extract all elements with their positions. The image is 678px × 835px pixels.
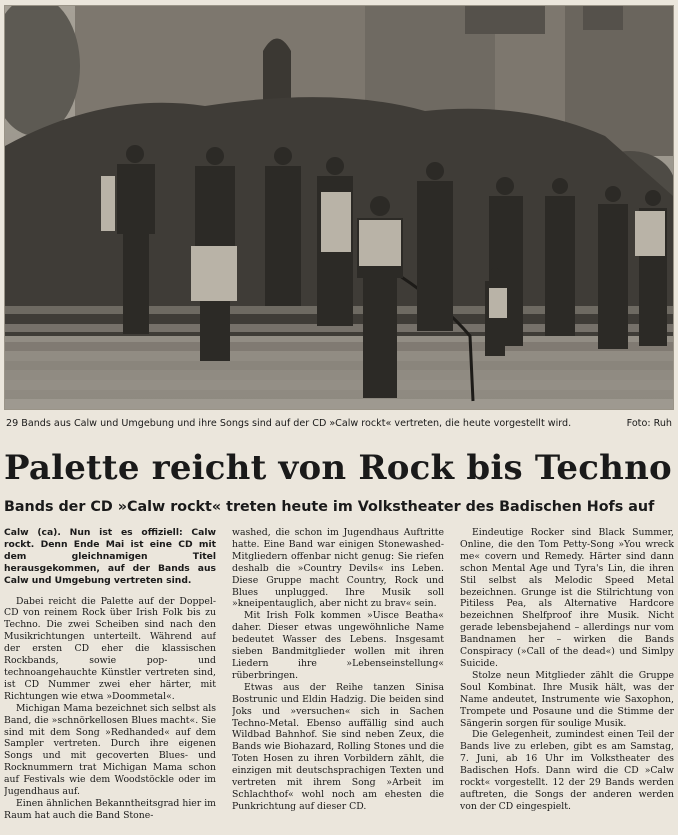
article-column-1 [4,527,216,832]
group-photo [4,5,674,410]
article-lead: Calw (ca). Nun ist es offiziell: Calw rockt. Denn Ende Mai ist eine CD mit dem gleichnamigen Titel herausgekommen, auf der Bands aus Calw und Umgebung vertreten sind. [4,527,216,586]
article-subheadline: Bands der CD »Calw rockt« treten heute im Volkstheater des Badischen Hofs auf [4,499,655,515]
paragraph: Die Gelegenheit, zumindest einen Teil der Bands live zu erleben, gibt es am Samstag, 7. Juni, ab 16 Uhr im Volkstheater des Badischen Hofs. Dann wird die CD »Calw rockt« vorgestellt. 12 der 29 Bands werden auftreten, die Songs der anderen werden von der CD eingespielt. [460,729,674,812]
paragraph: Michigan Mama bezeichnet sich selbst als Band, die »schnörkellosen Blues macht«. Sie sind mit dem Song »Redhanded« auf dem Sampler vertreten. Durch ihre eigenen Songs und mit gecoverten Blues- und Rocknummern trat Michigan Mama schon auf Festivals wie dem Woodstöckle oder im Jugendhaus auf. [4,702,216,798]
paragraph: Stolze neun Mitglieder zählt die Gruppe Soul Kombinat. Ihre Musik hält, was der Name andeutet, Instrumente wie Saxophon, Trompete und Posaune und die Stimme der Sängerin sorgen für soulige Musik. [460,669,674,729]
paragraph: Einen ähnlichen Bekanntheitsgrad hier im Raum hat auch die Band Stone- [4,797,216,821]
paragraph: Eindeutige Rocker sind Black Summer, Online, die den Tom Petty-Song »You wreck me« covern und Remedy. Härter sind dann schon Mental Age und Tyra's Lin, die ihren Stil selbst als Melodic Speed Metal bezeichnen. Grunge ist die Stilrichtung von Pitiless Pea, als Alternative Hardcore bezeichnen Shelfproof ihre Musik. Nicht gerade lebensbejahend – allerdings nur vom Bandnamen her – wirken die Bands Conspiracy (»Call of the dead«) und Simlpy Suicide. [460,527,674,669]
paragraph: Etwas aus der Reihe tanzen Sinisa Bostrunic und Eldin Hadzig. Die beiden sind Joks und »versuchen« sich in Sachen Techno-Metal. Ebenso auffällig sind auch Wildbad Bahnhof. Sie sind neben Zeux, die Bands wie Biohazard, Rolling Stones und die Toten Hosen zu ihren Vorbildern zählt, die einzigen mit deutschsprachigen Texten und vertreten mit ihrem Song »Arbeit im Schlachthof« wohl noch am ehesten die Punkrichtung auf dieser CD. [232,681,444,812]
paragraph: Mit Irish Folk kommen »Uisce Beatha« daher. Dieser etwas ungewöhnliche Name bedeutet Wasser des Lebens. Insgesamt sieben Bandmitglieder wollen mit ihren Liedern ihre »Lebenseinstellung« rüberbringen. [232,610,444,681]
photo-caption: 29 Bands aus Calw und Umgebung und ihre Songs sind auf der CD »Calw rockt« vertreten, die heute vorgestellt wird. [6,418,572,429]
photo-caption-row [4,416,674,432]
paragraph: Dabei reicht die Palette auf der Doppel-CD von reinem Rock über Irish Folk bis zu Techno. Die zwei Scheiben sind nach den Musikrichtungen unterteilt. Während auf der ersten CD eher die klassischen Rockbands, sowie pop- und technoangehauchte Künstler vertreten sind, ist CD Nummer zwei eher härter, mit Richtungen wie etwa »Doommetal«. [4,595,216,702]
article-headline: Palette reicht von Rock bis Techno [4,448,672,488]
paragraph: washed, die schon im Jugendhaus Auftritte hatte. Eine Band war einigen Stonewashed-Mitgliedern offenbar nicht genug: Sie riefen deshalb die »Country Devils« ins Leben. Diese Gruppe macht Country, Rock und Blues unplugged. Ihre Musik soll »kneipentauglich, aber nicht zu brav« sein. [232,527,444,610]
article-column-3 [460,527,674,832]
article-column-2 [232,527,444,832]
photo-credit: Foto: Ruh [626,418,672,429]
